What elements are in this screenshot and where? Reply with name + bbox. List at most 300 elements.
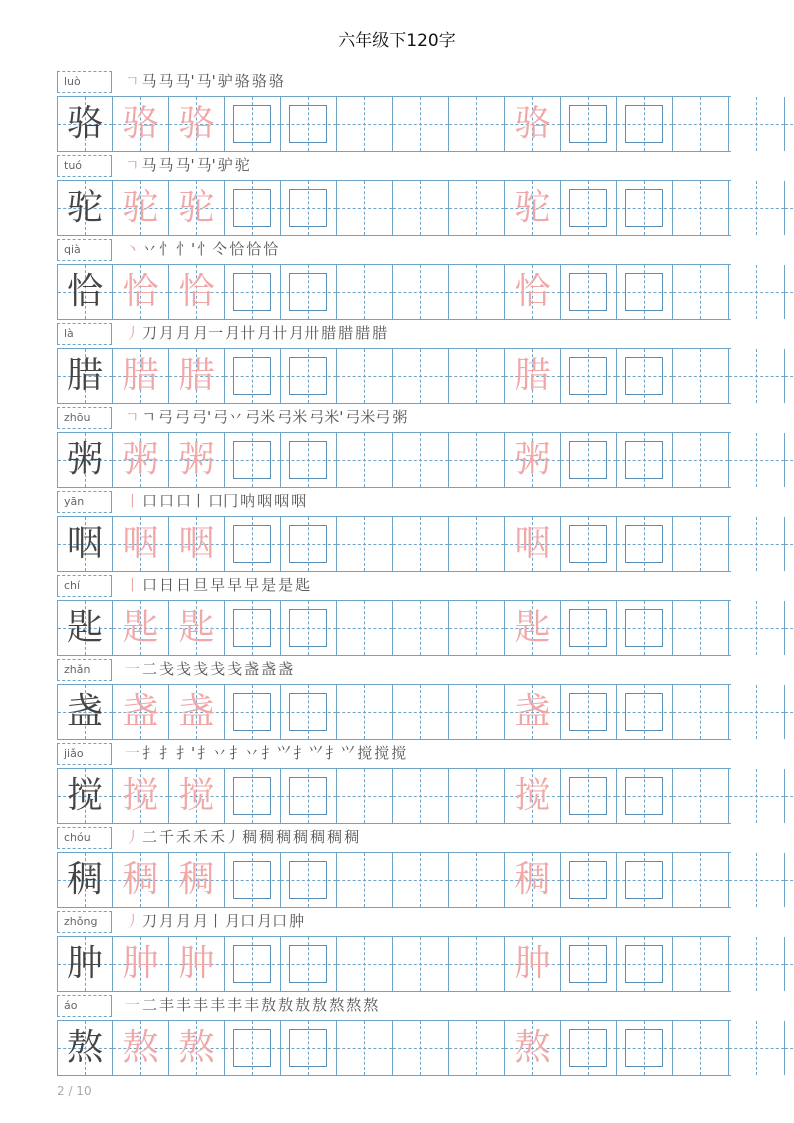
stroke-step: 月 (159, 912, 175, 930)
blank-cell[interactable] (784, 349, 794, 403)
stroke-order (125, 154, 252, 175)
stroke-step: 搅 (374, 744, 390, 762)
square-cell[interactable] (616, 685, 672, 739)
practice-square[interactable] (625, 273, 663, 311)
stroke-step: 刀 (142, 912, 158, 930)
blank-cell[interactable] (672, 853, 728, 907)
blank-cell[interactable] (336, 517, 392, 571)
stroke-step: 扌 (159, 744, 175, 762)
blank-cell[interactable] (728, 97, 784, 151)
blank-cell[interactable] (392, 853, 448, 907)
practice-square[interactable] (289, 525, 327, 563)
practice-row (57, 320, 731, 404)
stroke-step: 禾丿 (210, 828, 241, 846)
blank-cell[interactable] (672, 433, 728, 487)
practice-square[interactable] (569, 525, 607, 563)
blank-cell[interactable] (784, 853, 794, 907)
square-cell[interactable] (560, 601, 616, 655)
stroke-step: 早 (210, 576, 226, 594)
blank-cell[interactable] (728, 433, 784, 487)
blank-cell[interactable] (336, 853, 392, 907)
square-cell[interactable] (560, 517, 616, 571)
blank-cell[interactable] (336, 349, 392, 403)
practice-square[interactable] (569, 693, 607, 731)
square-cell[interactable] (280, 433, 336, 487)
model-character: 骆 (66, 103, 103, 144)
stroke-step: 早 (227, 576, 243, 594)
pinyin-label: tuó (57, 155, 112, 177)
stroke-step: 呐 (240, 492, 256, 510)
trace-cell (168, 937, 224, 991)
blank-cell[interactable] (728, 769, 784, 823)
stroke-step: 丿 (125, 324, 141, 342)
blank-cell[interactable] (784, 433, 794, 487)
trace-character: 匙 (122, 607, 159, 648)
practice-square[interactable] (289, 777, 327, 815)
stroke-step: 骆 (251, 72, 267, 90)
writing-grid (57, 936, 731, 992)
pinyin-row (57, 824, 731, 852)
square-cell[interactable] (616, 349, 672, 403)
blank-cell[interactable] (784, 517, 794, 571)
blank-cell[interactable] (728, 685, 784, 739)
pinyin-row (57, 908, 731, 936)
blank-cell[interactable] (728, 517, 784, 571)
blank-cell[interactable] (448, 937, 504, 991)
blank-cell[interactable] (336, 265, 392, 319)
practice-square[interactable] (569, 609, 607, 647)
square-cell[interactable] (280, 769, 336, 823)
blank-cell[interactable] (392, 517, 448, 571)
practice-square[interactable] (289, 189, 327, 227)
stroke-step: 丷 (142, 240, 158, 258)
practice-square[interactable] (233, 189, 271, 227)
stroke-step: 月 (176, 912, 192, 930)
stroke-step: 马 (158, 156, 174, 174)
square-cell[interactable] (560, 1021, 616, 1075)
blank-cell[interactable] (448, 181, 504, 235)
pinyin-label: là (57, 323, 112, 345)
model-char-cell (57, 181, 112, 235)
stroke-step: 丰 (227, 996, 243, 1014)
stroke-step: ㄱ (125, 156, 140, 174)
practice-row (57, 488, 731, 572)
blank-cell[interactable] (448, 265, 504, 319)
trace-character: 肿 (514, 943, 551, 984)
blank-cell[interactable] (336, 181, 392, 235)
stroke-step: 旦 (193, 576, 209, 594)
trace-cell (168, 769, 224, 823)
practice-square[interactable] (233, 609, 271, 647)
blank-cell[interactable] (672, 601, 728, 655)
practice-square[interactable] (289, 273, 327, 311)
stroke-step: 稠 (259, 828, 275, 846)
blank-cell[interactable] (392, 769, 448, 823)
blank-cell[interactable] (728, 181, 784, 235)
blank-cell[interactable] (392, 433, 448, 487)
square-cell[interactable] (280, 853, 336, 907)
blank-cell[interactable] (392, 601, 448, 655)
stroke-step: 弓' (192, 408, 212, 426)
pinyin-label: jiǎo (57, 743, 112, 765)
pinyin-label: luò (57, 71, 112, 93)
blank-cell[interactable] (784, 181, 794, 235)
stroke-step: 盏 (261, 660, 277, 678)
page-title: 六年级下120字 (338, 31, 456, 51)
blank-cell[interactable] (672, 181, 728, 235)
blank-cell[interactable] (728, 853, 784, 907)
stroke-step: 熬 (329, 996, 345, 1014)
blank-cell[interactable] (336, 601, 392, 655)
square-cell[interactable] (280, 181, 336, 235)
blank-cell[interactable] (336, 769, 392, 823)
writing-grid (57, 684, 731, 740)
stroke-order (125, 910, 306, 931)
practice-square[interactable] (233, 861, 271, 899)
stroke-step: 一 (125, 660, 141, 678)
practice-square[interactable] (569, 105, 607, 143)
blank-cell[interactable] (728, 349, 784, 403)
stroke-step: 扌丷 (229, 744, 260, 762)
trace-character: 恰 (178, 271, 215, 312)
practice-square[interactable] (233, 441, 271, 479)
stroke-step: 恰 (263, 240, 279, 258)
trace-cell (168, 181, 224, 235)
stroke-step: 月卄 (257, 324, 288, 342)
blank-cell[interactable] (672, 769, 728, 823)
stroke-step: 恰 (246, 240, 262, 258)
blank-cell[interactable] (784, 685, 794, 739)
square-cell[interactable] (224, 685, 280, 739)
stroke-step: 马' (196, 156, 216, 174)
stroke-step: 是 (278, 576, 294, 594)
practice-square[interactable] (625, 357, 663, 395)
practice-square[interactable] (233, 945, 271, 983)
trace-cell (112, 349, 168, 403)
trace-character: 咽 (178, 523, 215, 564)
square-cell[interactable] (280, 1021, 336, 1075)
square-cell[interactable] (616, 433, 672, 487)
practice-row (57, 152, 731, 236)
stroke-step: 稠 (327, 828, 343, 846)
stroke-step: 腊 (338, 324, 354, 342)
square-cell[interactable] (560, 937, 616, 991)
square-cell[interactable] (280, 937, 336, 991)
trace-cell (504, 769, 560, 823)
square-cell[interactable] (616, 937, 672, 991)
practice-square[interactable] (569, 441, 607, 479)
practice-square[interactable] (625, 525, 663, 563)
stroke-step: 二 (142, 996, 158, 1014)
blank-cell[interactable] (728, 1021, 784, 1075)
square-cell[interactable] (280, 349, 336, 403)
stroke-step: 禾 (176, 828, 192, 846)
model-char-cell (57, 265, 112, 319)
practice-square[interactable] (569, 357, 607, 395)
square-cell[interactable] (280, 517, 336, 571)
practice-row (57, 236, 731, 320)
stroke-step: 弓丷 (213, 408, 244, 426)
stroke-step: 千 (159, 828, 175, 846)
stroke-step: 丶 (125, 240, 141, 258)
trace-character: 匙 (514, 607, 551, 648)
blank-cell[interactable] (784, 937, 794, 991)
trace-character: 骆 (514, 103, 551, 144)
stroke-step: 弓 (175, 408, 191, 426)
square-cell[interactable] (224, 937, 280, 991)
stroke-order (125, 322, 389, 343)
square-cell[interactable] (560, 349, 616, 403)
stroke-step: 稠 (293, 828, 309, 846)
pinyin-label: zhōu (57, 407, 112, 429)
trace-cell (112, 601, 168, 655)
practice-square[interactable] (233, 357, 271, 395)
blank-cell[interactable] (448, 1021, 504, 1075)
practice-square[interactable] (289, 441, 327, 479)
blank-cell[interactable] (392, 349, 448, 403)
practice-square[interactable] (289, 1029, 327, 1067)
trace-cell (504, 97, 560, 151)
square-cell[interactable] (616, 97, 672, 151)
trace-character: 搅 (122, 775, 159, 816)
practice-row (57, 908, 731, 992)
blank-cell[interactable] (672, 937, 728, 991)
trace-cell (504, 937, 560, 991)
square-cell[interactable] (280, 601, 336, 655)
writing-grid (57, 348, 731, 404)
blank-cell[interactable] (784, 1021, 794, 1075)
square-cell[interactable] (224, 1021, 280, 1075)
trace-cell (504, 517, 560, 571)
stroke-step: 敖 (278, 996, 294, 1014)
blank-cell[interactable] (336, 433, 392, 487)
stroke-step: 敖 (312, 996, 328, 1014)
blank-cell[interactable] (336, 97, 392, 151)
trace-cell (504, 1021, 560, 1075)
blank-cell[interactable] (672, 685, 728, 739)
practice-square[interactable] (569, 189, 607, 227)
model-character: 肿 (66, 943, 103, 984)
blank-cell[interactable] (448, 349, 504, 403)
square-cell[interactable] (616, 265, 672, 319)
stroke-step: 咽 (291, 492, 307, 510)
stroke-step: ㄱ (125, 72, 140, 90)
practice-square[interactable] (625, 189, 663, 227)
square-cell[interactable] (616, 1021, 672, 1075)
blank-cell[interactable] (336, 937, 392, 991)
practice-square[interactable] (625, 861, 663, 899)
square-cell[interactable] (224, 769, 280, 823)
practice-square[interactable] (233, 1029, 271, 1067)
square-cell[interactable] (280, 265, 336, 319)
square-cell[interactable] (280, 97, 336, 151)
square-cell[interactable] (224, 97, 280, 151)
practice-square[interactable] (289, 357, 327, 395)
square-cell[interactable] (560, 181, 616, 235)
practice-square[interactable] (289, 105, 327, 143)
blank-cell[interactable] (392, 265, 448, 319)
square-cell[interactable] (280, 685, 336, 739)
trace-character: 粥 (514, 439, 551, 480)
blank-cell[interactable] (392, 1021, 448, 1075)
square-cell[interactable] (224, 433, 280, 487)
stroke-step: 弓 (158, 408, 174, 426)
blank-cell[interactable] (672, 1021, 728, 1075)
practice-square[interactable] (289, 945, 327, 983)
blank-cell[interactable] (672, 97, 728, 151)
pinyin-label: zhǒng (57, 911, 112, 933)
practice-square[interactable] (569, 777, 607, 815)
practice-square[interactable] (233, 525, 271, 563)
square-cell[interactable] (224, 853, 280, 907)
stroke-step: 口 (142, 492, 158, 510)
model-character: 恰 (66, 271, 103, 312)
square-cell[interactable] (224, 517, 280, 571)
trace-character: 稠 (122, 859, 159, 900)
practice-square[interactable] (625, 945, 663, 983)
stroke-step: 盏 (244, 660, 260, 678)
practice-square[interactable] (625, 441, 663, 479)
trace-character: 肿 (178, 943, 215, 984)
practice-square[interactable] (625, 777, 663, 815)
blank-cell[interactable] (336, 1021, 392, 1075)
blank-cell[interactable] (784, 601, 794, 655)
blank-cell[interactable] (448, 517, 504, 571)
stroke-step: 丨 (125, 576, 141, 594)
model-character: 稠 (66, 859, 103, 900)
stroke-order (125, 574, 312, 595)
practice-square[interactable] (289, 609, 327, 647)
square-cell[interactable] (616, 769, 672, 823)
writing-grid (57, 432, 731, 488)
stroke-step: 口 (159, 492, 175, 510)
pinyin-row (57, 656, 731, 684)
trace-cell (504, 433, 560, 487)
stroke-order (125, 658, 295, 679)
stroke-step: 丰 (244, 996, 260, 1014)
stroke-step: 月口 (225, 912, 256, 930)
practice-square[interactable] (569, 273, 607, 311)
stroke-step: 稠 (276, 828, 292, 846)
trace-cell (112, 265, 168, 319)
stroke-order (125, 70, 286, 91)
trace-cell (168, 433, 224, 487)
blank-cell[interactable] (392, 937, 448, 991)
square-cell[interactable] (560, 769, 616, 823)
pinyin-row (57, 320, 731, 348)
model-char-cell (57, 769, 112, 823)
blank-cell[interactable] (448, 685, 504, 739)
blank-cell[interactable] (448, 853, 504, 907)
practice-square[interactable] (625, 1029, 663, 1067)
trace-character: 驼 (122, 187, 159, 228)
blank-cell[interactable] (728, 265, 784, 319)
trace-cell (112, 769, 168, 823)
blank-cell[interactable] (728, 601, 784, 655)
blank-cell[interactable] (336, 685, 392, 739)
trace-character: 咽 (514, 523, 551, 564)
blank-cell[interactable] (672, 265, 728, 319)
stroke-step: 马 (141, 156, 157, 174)
practice-square[interactable] (569, 945, 607, 983)
stroke-step: 敖 (261, 996, 277, 1014)
square-cell[interactable] (616, 601, 672, 655)
blank-cell[interactable] (448, 601, 504, 655)
blank-cell[interactable] (392, 97, 448, 151)
stroke-step: 弓米' (309, 408, 344, 426)
trace-cell (112, 685, 168, 739)
stroke-step: 丰 (210, 996, 226, 1014)
practice-square[interactable] (289, 861, 327, 899)
square-cell[interactable] (616, 853, 672, 907)
square-cell[interactable] (560, 433, 616, 487)
model-character: 熬 (66, 1027, 103, 1068)
stroke-step: 丰 (159, 996, 175, 1014)
practice-square[interactable] (233, 693, 271, 731)
practice-square[interactable] (233, 777, 271, 815)
stroke-step: 口冂 (208, 492, 239, 510)
blank-cell[interactable] (448, 769, 504, 823)
stroke-step: 扌丷 (197, 744, 228, 762)
trace-character: 搅 (514, 775, 551, 816)
trace-cell (504, 349, 560, 403)
practice-square[interactable] (233, 105, 271, 143)
square-cell[interactable] (560, 97, 616, 151)
stroke-step: 丿 (125, 828, 141, 846)
blank-cell[interactable] (392, 181, 448, 235)
blank-cell[interactable] (784, 97, 794, 151)
square-cell[interactable] (560, 853, 616, 907)
practice-sheet (57, 68, 731, 1076)
trace-character: 稠 (178, 859, 215, 900)
trace-character: 盏 (178, 691, 215, 732)
blank-cell[interactable] (784, 265, 794, 319)
stroke-step: 匙 (295, 576, 311, 594)
practice-square[interactable] (625, 609, 663, 647)
blank-cell[interactable] (784, 769, 794, 823)
square-cell[interactable] (560, 265, 616, 319)
blank-cell[interactable] (392, 685, 448, 739)
square-cell[interactable] (224, 181, 280, 235)
blank-cell[interactable] (448, 97, 504, 151)
square-cell[interactable] (616, 181, 672, 235)
practice-square[interactable] (289, 693, 327, 731)
practice-square[interactable] (233, 273, 271, 311)
pinyin-row (57, 572, 731, 600)
pinyin-label: zhǎn (57, 659, 112, 681)
square-cell[interactable] (224, 601, 280, 655)
stroke-step: 扌' (176, 744, 196, 762)
blank-cell[interactable] (672, 517, 728, 571)
practice-square[interactable] (625, 693, 663, 731)
square-cell[interactable] (616, 517, 672, 571)
practice-square[interactable] (625, 105, 663, 143)
blank-cell[interactable] (728, 937, 784, 991)
pinyin-row (57, 992, 731, 1020)
trace-cell (504, 853, 560, 907)
pinyin-label: yān (57, 491, 112, 513)
stroke-step: ㄱ (125, 408, 140, 426)
practice-square[interactable] (569, 1029, 607, 1067)
square-cell[interactable] (224, 349, 280, 403)
stroke-step: 月卄 (225, 324, 256, 342)
blank-cell[interactable] (448, 433, 504, 487)
square-cell[interactable] (224, 265, 280, 319)
blank-cell[interactable] (672, 349, 728, 403)
practice-square[interactable] (569, 861, 607, 899)
square-cell[interactable] (560, 685, 616, 739)
stroke-order (125, 742, 408, 763)
